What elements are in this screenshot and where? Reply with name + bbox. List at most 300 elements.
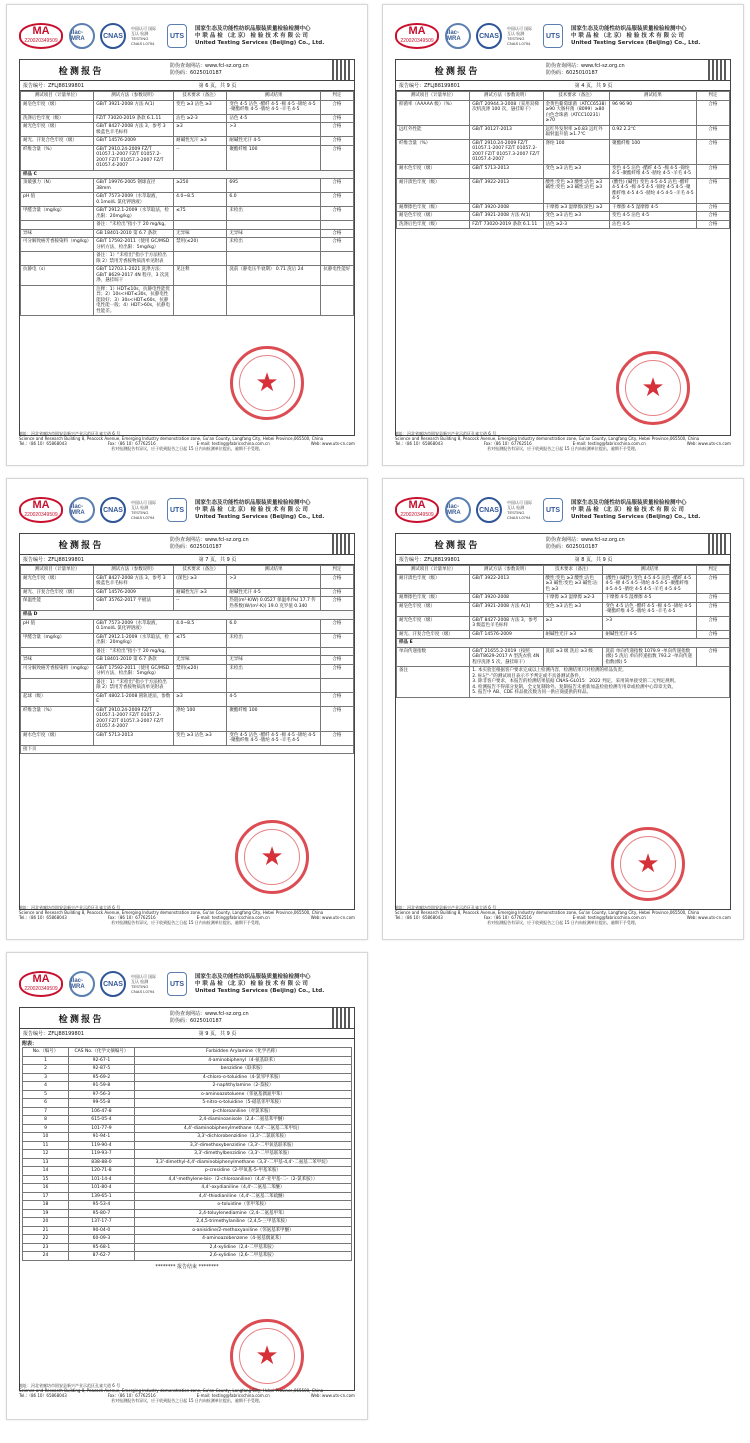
header-logos bbox=[395, 493, 731, 527]
table-cell: 耐碱性光汗 ≥3 bbox=[174, 137, 227, 146]
table-cell: GB/T 14576-2009 bbox=[470, 630, 543, 639]
table-cell: 0.92 2.2℃ bbox=[610, 125, 697, 139]
table-cell bbox=[174, 647, 227, 656]
table-row bbox=[23, 1158, 352, 1167]
table-cell: 耐光色牢度（级） bbox=[397, 616, 470, 630]
ma-logo: MA 220020349509 bbox=[19, 971, 63, 997]
table-cell: 合格 bbox=[320, 100, 353, 114]
table-cell: 838-88-0 bbox=[69, 1158, 135, 1167]
table-cell: GB/T 5713-2013 bbox=[470, 164, 543, 178]
table-cell bbox=[21, 252, 94, 266]
table-cell: 合格 bbox=[320, 207, 353, 221]
table-cell: (酸性) (碱性) 变色 4-5 4-5 沾色 -醋纤 4-5 4-5 -棉 4-5 4-5 -锦纶 4-5 4-5 -聚酯纤维 4-5 4-5 -腈纶 4-5 4-5 -羊毛 4-5 4-5 bbox=[610, 178, 697, 203]
table-cell: 沾色 4-5 bbox=[227, 114, 320, 123]
table-cell: 合格 bbox=[320, 123, 353, 137]
table-row bbox=[21, 221, 354, 230]
table-cell: 合格 bbox=[696, 616, 729, 630]
table-cell: GB/T 2910.24-2009 FZ/T 01057.1-2007 FZ/T 01057.2-2007 FZ/T 01057.3-2007 FZ/T 01057.4-2007 bbox=[94, 145, 174, 170]
uts-logo: UTS bbox=[543, 24, 563, 48]
table-cell: GB/T 4802.1-2008 圆轨迹法，参数 E bbox=[94, 692, 174, 706]
report-title: 检 测 报 告 bbox=[58, 65, 102, 76]
table-cell: GB/T 8427-2008 方法 3，参考 3 级蓝色羊毛标样 bbox=[94, 123, 174, 137]
table-cell bbox=[21, 647, 94, 656]
table-header-row: 测试项目（计量单位） 测试方法（参数说明） 技术要求（备注） 测试结果 判定 bbox=[397, 92, 730, 101]
star-icon: ★ bbox=[255, 368, 279, 398]
table-cell bbox=[227, 221, 320, 230]
table-cell: ≥3 bbox=[174, 123, 227, 137]
table-cell: 4-5 bbox=[227, 692, 320, 706]
table-cell: 变色 4-5 沾色 4-5 bbox=[610, 212, 697, 221]
table-cell: 沾色 ≥2-3 bbox=[174, 114, 227, 123]
sample-section: 样品 E bbox=[397, 639, 730, 648]
table-cell: 纤维含量（%） bbox=[397, 139, 470, 164]
official-seal bbox=[235, 820, 309, 894]
table-cell: 甲醛含量（mg/kg） bbox=[21, 633, 94, 647]
table-row bbox=[21, 597, 354, 611]
org-name: 国家生态及功能性纺织品服装质量检验检测中心 中 联 品 检 （北 京） 检 验 技 术 有 限 公 司 United Testing Services (Beijing) Co., Ltd. bbox=[195, 25, 325, 46]
table-cell: ≥3 bbox=[543, 616, 603, 630]
table-cell: 耐碱性光汗 ≥3 bbox=[174, 588, 227, 597]
table-cell: GB/T 14576-2009 bbox=[94, 137, 174, 146]
table-cell: 18 bbox=[23, 1201, 69, 1210]
table-cell: 合格 bbox=[320, 238, 353, 252]
report-page-8: MA 220020349509 ilac-MRA CNAS 中国认可 国际互认 检测 TESTING CNAS L0794 UTS 国家生态及功能性纺织品服装质量检验检测中心 中 联 品 检 （北 京） 检 验 技 术 有 限 公 司 United Testing Services (Beijing) Co., Ltd. 检 测 报 告 防伪查询网站：www.fcl-sz.org.cn 防伪码：6025010187 报告编号：ZFLJ88199801 第 8 页，共 9 页 测试项目（计量单位） 测试方法（参数说明） 技术要求（备注） 测试结果 判定 耐汗渍色牢度（级） GB/T 3922-2013 酸性:变色 ≥3 酸性:沾色 ≥3 碱性:变色 ≥3 碱性:沾色 ≥3 (酸性) (碱性) 变色 4-5 4-5 沾色 -醋纤 4-5 4-5 -棉 4-5 4-5 -锦纶 4-5 4-5 -聚酯纤维 4-5 4-5 -腈纶 4-5 4-5 -羊毛 4-5 4-5 合格 耐摩擦色牢度（级） GB/T 3920-2008 干摩擦 ≥3 湿摩擦 ≥2-3 干摩擦 4-5 湿摩擦 4-5 合格 耐皂色牢度（级） GB/T 3921-2008 方法 A(1) 变色 ≥3 沾色 ≥3 变色 4-5 沾色 -醋纤 4-5 -棉 4-5 -锦纶 4-5 -聚酯纤维 4-5 -腈纶 4-5 -羊毛 4-5 合格 耐光色牢度（级） GB/T 8427-2008 方法 3，参考 3 级蓝色羊毛标样 ≥3 >3 合格 耐光、汗复合色牢度（级） GB/T 14576-2009 耐碱性光汗 ≥3 耐碱性光汗 4-5 合格 样品 E 单向传递指数 GB/T 21655.2-2019（按照 GB/T8629-2017 A 型洗衣机 4N 程序洗涤 5 次，悬挂晾干） 洗前 ≥3 级 洗后 ≥3 级 洗前 单向传递指数 1079.9 -单向传递指数(级) 5 洗后 单向传递指数 793.2 -单向传递指数(级) 5 合格 备注 1. 本实验室根据客户要求完成以上检测内容，检测结果只对检测的样品负责。 2. 标记“-”的测试项目表示不予判定或不具备测试条件。 3. 除非客户要求，本报告的检测结果依据 CNAS-GL015：2022 判定，采用简单接受的二元判定规则。 4. 检测报告不得部分复制，全文复制除外。复制报告未重新加盖检验检测专用章或检测中心印章无效。 5. 报告中 AB、CDE 样品批次数为同一供应商提供的样品。 ★ 地址：河北省廊坊市固安县新兴产业示范区孔雀大道 6 号 Science and Research Building 8, Peacock Avenue, Emerging Industry demonstration zone, Gu'an County, Langfang City, Hebei Province,065500, China Tel.:（86 10）65868043 Fax:（86 10）67762516 E-mail: testing@fabricschina.com.cn Web: www.uts-cn.com 若对检测报告有异议，应于收到报告之日起 15 日内向检测单位提出，逾期不予受理。 bbox=[382, 478, 744, 940]
table-cell: 未检出 bbox=[227, 238, 320, 252]
results-table bbox=[396, 91, 730, 229]
table-row bbox=[397, 630, 730, 639]
table-row bbox=[397, 203, 730, 212]
table-row bbox=[397, 574, 730, 594]
table-cell: 2,4-xylidine（2,4-二甲基苯胺） bbox=[134, 1243, 351, 1252]
report-title: 检 测 报 告 bbox=[58, 539, 102, 550]
table-cell bbox=[21, 221, 94, 230]
ma-logo: MA 220020349509 bbox=[19, 23, 63, 49]
results-table-box bbox=[395, 91, 731, 436]
table-cell: 16 bbox=[23, 1184, 69, 1193]
table-cell: 139-65-1 bbox=[69, 1192, 135, 1201]
table-cell: 合格 bbox=[696, 178, 729, 203]
table-cell: 2,6-xylidine（2,6-二甲基苯胺） bbox=[134, 1252, 351, 1261]
table-cell: 耐汗渍色牢度（级） bbox=[397, 178, 470, 203]
table-cell: 耐皂色牢度（级） bbox=[397, 212, 470, 221]
table-cell: 合格 bbox=[696, 574, 729, 594]
table-cell: 合格 bbox=[696, 594, 729, 603]
table-row bbox=[21, 207, 354, 221]
table-cell: pH 值 bbox=[21, 619, 94, 633]
sample-section: 样品 C bbox=[21, 170, 354, 179]
table-cell bbox=[320, 647, 353, 656]
table-cell: GB/T 12703.1-2021 洗涤方法：GB/T 8629-2017 4N 程序，3 次洗涤，悬挂晾干 bbox=[94, 266, 174, 286]
table-cell: 沾色 4-5 bbox=[610, 220, 697, 229]
table-cell: ≤75 bbox=[174, 633, 227, 647]
star-icon: ★ bbox=[636, 849, 660, 879]
table-row bbox=[21, 114, 354, 123]
table-cell: 热阻(m²·K/W) 0.0527 保温率(%) 17.7 传热系数(W/(m²·K)) 19.0 克罗值 0.340 bbox=[227, 597, 320, 611]
page-footer: 地址：河北省廊坊市固安县新兴产业示范区孔雀大道 6 号 Science and Research Building 8, Peacock Avenue, Emerging Industry demonstration zone, Gu'an County, Langfang City, Hebei Province,065500, China Tel.:（86 10）65868043 Fax:（86 10）67762516 E-mail: testing@fabricschina.com.cn Web: www.uts-cn.com 若对检测报告有异议，应于收到报告之日起 15 日内向检测单位提出，逾期不予受理。 bbox=[19, 431, 355, 451]
table-cell: -- bbox=[174, 597, 227, 611]
table-header-row bbox=[21, 92, 354, 101]
col-header: 测试结果 bbox=[227, 92, 320, 101]
table-row bbox=[21, 678, 354, 692]
anti-fake-site: 防伪查询网站：www.fcl-sz.org.cn bbox=[170, 63, 249, 69]
table-cell: 2-naphthylamine（2-萘胺） bbox=[134, 1082, 351, 1091]
table-cell: 20 bbox=[23, 1218, 69, 1227]
table-cell: 耐摩擦色牢度（级） bbox=[397, 594, 470, 603]
page-footer: 地址：河北省廊坊市固安县新兴产业示范区孔雀大道 6 号 Science and Research Building 8, Peacock Avenue, Emerging Industry demonstration zone, Gu'an County, Langfang City, Hebei Province,065500, China Tel.:（86 10）65868043 Fax:（86 10）67762516 E-mail: testing@fabricschina.com.cn Web: www.uts-cn.com 若对检测报告有异议，应于收到报告之日起 15 日内向检测单位提出，逾期不予受理。 bbox=[395, 905, 731, 925]
table-cell: 92-67-1 bbox=[69, 1056, 135, 1065]
table-header-row: 测试项目（计量单位） 测试方法（参数说明） 技术要求（备注） 测试结果 判定 bbox=[21, 566, 354, 575]
table-cell: 未检出 bbox=[227, 633, 320, 647]
ilac-logo: ilac-MRA bbox=[69, 971, 95, 997]
table-cell: 备注：1）“未检出”指小于方法检出限 2）禁用芳香胺物质清单见附表 bbox=[94, 252, 174, 266]
table-cell: 顶破强力（N） bbox=[21, 179, 94, 193]
table-cell: 未检出 bbox=[227, 207, 320, 221]
table-cell: 洗涤后色牢度（级） bbox=[397, 220, 470, 229]
table-cell bbox=[174, 221, 227, 230]
table-row bbox=[21, 664, 354, 678]
cnas-logo: CNAS bbox=[476, 23, 502, 49]
table-cell: 2 bbox=[23, 1065, 69, 1074]
table-row bbox=[23, 1175, 352, 1184]
table-cell: FZ/T 73020-2019 条款 6.1.11 bbox=[470, 220, 543, 229]
table-row bbox=[23, 1150, 352, 1159]
table-cell: GB/T 2910.24-2009 FZ/T 01057.1-2007 FZ/T 01057.2-2007 FZ/T 01057.3-2007 FZ/T 01057.4-2007 bbox=[470, 139, 543, 164]
table-cell: 异味 bbox=[21, 229, 94, 238]
table-cell: 耐光、汗复合色牢度（级） bbox=[21, 588, 94, 597]
table-row bbox=[397, 125, 730, 139]
table-cell: 沾色 ≥2-3 bbox=[543, 220, 610, 229]
table-row bbox=[23, 1235, 352, 1244]
table-cell: 合格 bbox=[320, 137, 353, 146]
cnas-logo: CNAS bbox=[100, 971, 126, 997]
table-cell: 纤维含量（%） bbox=[21, 145, 94, 170]
table-cell: 8 bbox=[23, 1116, 69, 1125]
anti-fake-code: 防伪码：6025010187 bbox=[170, 70, 222, 76]
table-cell: 95-69-2 bbox=[69, 1073, 135, 1082]
table-cell: 注释：1）HDT≤10s，抗静电性能优异；2）10s<HDT≤30s，抗静电性能较好；3）30s<HDT≤60s，抗静电性能一般；4）HDT>60s，抗静电性能差。 bbox=[94, 285, 174, 316]
table-cell: 10 bbox=[23, 1133, 69, 1142]
table-cell: 7 bbox=[23, 1107, 69, 1116]
table-row bbox=[23, 1073, 352, 1082]
table-cell: 4.0~8.5 bbox=[174, 193, 227, 207]
table-cell: 合格 bbox=[696, 212, 729, 221]
table-row bbox=[23, 1192, 352, 1201]
table-cell: 酸性:变色 ≥3 酸性:沾色 ≥3 碱性:变色 ≥3 碱性:沾色 ≥3 bbox=[543, 178, 610, 203]
table-cell: 4-aminoazobenzene（4-氨基偶氮苯） bbox=[134, 1235, 351, 1244]
table-cell: 6.0 bbox=[227, 193, 320, 207]
table-cell: ≥3 bbox=[174, 692, 227, 706]
ilac-logo: ilac-MRA bbox=[445, 23, 471, 49]
table-cell: 合格 bbox=[696, 125, 729, 139]
cnas-caption: 中国认可 国际互认 检测 TESTING CNAS L0794 bbox=[131, 500, 157, 520]
table-row bbox=[21, 692, 354, 706]
table-cell: GB/T 5713-2013 bbox=[94, 731, 174, 745]
uts-logo: UTS bbox=[167, 498, 187, 522]
table-cell bbox=[174, 678, 227, 692]
table-row bbox=[21, 179, 354, 193]
table-cell: 2,4-diaminoanisole（2,4-二氨基苯甲醚） bbox=[134, 1116, 351, 1125]
table-cell: 60-09-3 bbox=[69, 1235, 135, 1244]
table-cell: GB/T 20944.3-2008（采用双梯次机洗涤 100 次，悬挂晾干） bbox=[470, 100, 543, 125]
arylamine-table bbox=[22, 1047, 352, 1261]
header-logos bbox=[19, 493, 355, 527]
table-row bbox=[23, 1099, 352, 1108]
table-cell: 99-55-8 bbox=[69, 1099, 135, 1108]
org-name: 国家生态及功能性纺织品服装质量检验检测中心 中 联 品 检 （北 京） 检 验 技 术 有 限 公 司 United Testing Services (Beijing) Co., Ltd. bbox=[571, 499, 701, 520]
table-cell: >3 bbox=[227, 574, 320, 588]
table-cell: 合格 bbox=[696, 602, 729, 616]
table-cell: GB/T 19976-2005 钢球直径 38mm bbox=[94, 179, 174, 193]
table-cell: 抗静电（s） bbox=[21, 266, 94, 286]
table-cell: GB/T 3921-2008 方法 A(1) bbox=[94, 100, 174, 114]
table-row bbox=[23, 1209, 352, 1218]
remark-item: 4. 检测报告不得部分复制，全文复制除外。复制报告未重新加盖检验检测专用章或检测中心印章无效。 bbox=[472, 684, 676, 690]
uts-logo: UTS bbox=[167, 24, 187, 48]
report-titlebar bbox=[19, 59, 355, 81]
table-cell: 耐水色牢度（级） bbox=[21, 731, 94, 745]
table-cell: o-toluidine（邻甲苯胺） bbox=[134, 1201, 351, 1210]
table-cell: 91-59-8 bbox=[69, 1082, 135, 1091]
table-cell: 4-chloro-o-toluidine（4-氯邻甲苯胺） bbox=[134, 1073, 351, 1082]
table-row bbox=[23, 1133, 352, 1142]
table-cell: 5 bbox=[23, 1090, 69, 1099]
table-cell: 干摩擦 4-5 湿摩擦 4-5 bbox=[610, 203, 697, 212]
report-titlebar: 检 测 报 告 防伪查询网站：www.fcl-sz.org.cn 防伪码：6025010187 bbox=[19, 1007, 355, 1029]
table-cell: 4,4'-thiodianiline（4,4'-二氨基二苯硫醚） bbox=[134, 1192, 351, 1201]
report-title: 检 测 报 告 bbox=[434, 65, 478, 76]
page-label: 第 6 页，共 9 页 bbox=[198, 83, 237, 89]
report-end: ******** 报告结束 ******** bbox=[155, 1263, 219, 1270]
star-icon: ★ bbox=[260, 842, 284, 872]
org-name: 国家生态及功能性纺织品服装质量检验检测中心 中 联 品 检 （北 京） 检 验 技 术 有 限 公 司 United Testing Services (Beijing) Co., Ltd. bbox=[195, 973, 325, 994]
table-cell: 耐碱性光汗 4-5 bbox=[603, 630, 696, 639]
table-cell: GB 18401-2010 第 6.7 条款 bbox=[94, 656, 174, 665]
table-cell: 耐汗渍色牢度（级） bbox=[397, 574, 470, 594]
table-cell bbox=[320, 678, 353, 692]
cnas-logo: CNAS bbox=[476, 497, 502, 523]
table-cell: 合格 bbox=[696, 647, 729, 667]
table-cell: 1 bbox=[23, 1056, 69, 1065]
table-cell: -- bbox=[174, 145, 227, 170]
table-cell: 变色 4-5 沾色 -醋纤 4-5 -棉 4-5 -锦纶 4-5 -聚酯纤维 4-5 -腈纶 4-5 -羊毛 4-5 bbox=[610, 164, 697, 178]
remark-item: 3. 除非客户要求，本报告的检测结果依据 CNAS-GL015：2022 判定，采用简单接受的二元判定规则。 bbox=[472, 679, 679, 684]
table-cell: 变色 ≥3 沾色 ≥3 bbox=[174, 100, 227, 114]
table-row bbox=[23, 1243, 352, 1252]
table-cell: 3,3'-dichlorobenzidine（3,3'-二氯联苯胺） bbox=[134, 1133, 351, 1142]
table-cell: 4,4'-oxydianiline（4,4'-二氨基二苯醚） bbox=[134, 1184, 351, 1193]
table-cell: 695 bbox=[227, 179, 320, 193]
table-cell: 洗前（静电压半衰期） 0.71 洗后 24 bbox=[227, 266, 320, 286]
report-page-9: MA 220020349509 ilac-MRA CNAS 中国认可 国际互认 检测 TESTING CNAS L0794 UTS 国家生态及功能性纺织品服装质量检验检测中心 中 联 品 检 （北 京） 检 验 技 术 有 限 公 司 United Testing Services (Beijing) Co., Ltd. 检 测 报 告 防伪查询网站：www.fcl-sz.org.cn 防伪码：6025010187 报告编号：ZFLJ88199801 第 9 页，共 9 页 附表： No.（编号） CAS No.（化学文摘编号） Forbidden Arylamine（化学名称） 1 92-67-1 4-aminobiphenyl（4-氨基联苯） 2 92-87-5 benzidine（联苯胺） 3 95-69-2 4-chloro-o-toluidine（4-氯邻甲苯胺） 4 91-59-8 2-naphthylamine（2-萘胺） 5 97-56-3 o-aminoazotoluene（邻氨基偶氮甲苯） 6 99-55-8 5-nitro-o-toluidine（5-硝基邻甲苯胺） 7 106-47-8 p-chloroaniline（对氯苯胺） 8 615-05-4 2,4-diaminoanisole（2,4-二氨基苯甲醚） 9 101-77-9 4,4'-diaminobiphenylmethane（4,4'-二氨基二苯甲烷） 10 91-94-1 3,3'-dichlorobenzidine（3,3'-二氯联苯胺） 11 119-90-4 3,3'-dimethoxybenzidine（3,3'-二甲氧基联苯胺） 12 119-93-7 3,3'-dimethylbenzidine（3,3'-二甲基联苯胺） 13 838-88-0 3,3'-dimethyl-4,4'-diaminobiphenylmethane（3,3'-二甲基-4,4'-二氨基二苯甲烷） 14 120-71-8 p-cresidine（2-甲氧基-5-甲基苯胺） 15 101-14-4 4,4'-methylene-bis-（2-chloroaniline）（4,4'-亚甲基-二-（2-氯苯胺）） 16 101-80-4 4,4'-oxydianiline（4,4'-二氨基二苯醚） 17 139-65-1 4,4'-thiodianiline（4,4'-二氨基二苯硫醚） 18 95-53-4 o-toluidine（邻甲苯胺） 19 95-80-7 2,4-toluylenediamine（2,4-二氨基甲苯） 20 137-17-7 2,4,5-trimethylaniline（2,4,5-三甲基苯胺） 21 90-04-0 o-anisidine/2-methoxyaniline（邻氨基苯甲醚） 22 60-09-3 4-aminoazobenzene（4-氨基偶氮苯） 23 95-68-1 2,4-xylidine（2,4-二甲基苯胺） 24 87-62-7 2,6-xylidine（2,6-二甲基苯胺） ******** 报告结束 ******** ★ 地址：河北省廊坊市固安县新兴产业示范区孔雀大道 6 号 Science and Research Building 8, Peacock Avenue, Emerging Industry demonstration zone, Gu'an County, Langfang City, Hebei Province,065500, China Tel.:（86 10）65868043 Fax:（86 10）67762516 E-mail: testing@fabricschina.com.cn Web: www.uts-cn.com 若对检测报告有异议，应于收到报告之日起 15 日内向检测单位提出，逾期不予受理。 bbox=[6, 952, 368, 1420]
table-cell: FZ/T 73020-2019 条款 6.1.11 bbox=[94, 114, 174, 123]
table-cell: 变色 ≥3 沾色 ≥3 bbox=[543, 212, 610, 221]
table-cell: 合格 bbox=[696, 139, 729, 164]
table-row bbox=[23, 1107, 352, 1116]
table-cell: 合格 bbox=[320, 597, 353, 611]
table-cell: 耐光色牢度（级） bbox=[21, 123, 94, 137]
table-cell: >3 bbox=[227, 123, 320, 137]
qr-code-icon bbox=[332, 60, 352, 80]
table-cell: 耐摩擦色牢度（级） bbox=[397, 203, 470, 212]
table-row bbox=[23, 1226, 352, 1235]
table-cell: GB/T 3920-2008 bbox=[470, 594, 543, 603]
table-cell: GB/T 7573-2009（水萃取液，0.1mol/L 氯化钾溶液） bbox=[94, 193, 174, 207]
table-cell: GB/T 2910.24-2009 FZ/T 01057.1-2007 FZ/T 01057.2-2007 FZ/T 01057.3-2007 FZ/T 01057.4-2007 bbox=[94, 706, 174, 731]
table-cell bbox=[21, 285, 94, 316]
results-table-box bbox=[19, 565, 355, 910]
table-cell: 合格 bbox=[320, 633, 353, 647]
appendix-title: 附表： bbox=[22, 1041, 38, 1047]
table-cell bbox=[320, 252, 353, 266]
table-cell: 单向传递指数 bbox=[397, 647, 470, 667]
table-cell: 涤纶 100 bbox=[174, 706, 227, 731]
table-cell: 干摩擦 4-5 湿摩擦 4-5 bbox=[603, 594, 696, 603]
table-cell: 21 bbox=[23, 1226, 69, 1235]
table-cell: 17 bbox=[23, 1192, 69, 1201]
ilac-logo: ilac-MRA bbox=[69, 497, 95, 523]
table-cell: GB/T 2912.1-2009（水萃取法，检出限：20mg/kg） bbox=[94, 633, 174, 647]
table-cell: 起球（级） bbox=[21, 692, 94, 706]
table-cell: 远红外性能 bbox=[397, 125, 470, 139]
table-cell: 甲醛含量（mg/kg） bbox=[21, 207, 94, 221]
official-seal bbox=[230, 1319, 304, 1391]
page-label: 第 8 页，共 9 页 bbox=[574, 557, 613, 563]
table-row bbox=[21, 229, 354, 238]
table-cell: 101-77-9 bbox=[69, 1124, 135, 1133]
table-cell: benzidine（联苯胺） bbox=[134, 1065, 351, 1074]
table-cell: GB/T 3922-2013 bbox=[470, 574, 543, 594]
table-row bbox=[397, 164, 730, 178]
table-cell: 备注：1）“未检出”指小于方法检出限 2）禁用芳香胺物质清单见附表 bbox=[94, 678, 174, 692]
table-cell: 97-56-3 bbox=[69, 1090, 135, 1099]
table-row bbox=[21, 656, 354, 665]
table-cell: GB/T 14576-2009 bbox=[94, 588, 174, 597]
table-row bbox=[23, 1124, 352, 1133]
table-cell: 11 bbox=[23, 1141, 69, 1150]
table-cell: 抑菌率（AAAAA 级）（%） bbox=[397, 100, 470, 125]
table-cell: 无异味 bbox=[227, 656, 320, 665]
table-cell: 24 bbox=[23, 1252, 69, 1261]
table-cell: 4 bbox=[23, 1082, 69, 1091]
table-cell: 15 bbox=[23, 1175, 69, 1184]
uts-logo: UTS bbox=[167, 972, 187, 996]
table-cell: p-cresidine（2-甲氧基-5-甲基苯胺） bbox=[134, 1167, 351, 1176]
table-cell bbox=[227, 285, 320, 316]
table-cell: 耐光、汗复合色牢度（级） bbox=[397, 630, 470, 639]
table-cell bbox=[320, 221, 353, 230]
table-cell: 3,3'-dimethoxybenzidine（3,3'-二甲氧基联苯胺） bbox=[134, 1141, 351, 1150]
col-header: 测试方法（参数说明） bbox=[94, 92, 174, 101]
table-row bbox=[21, 252, 354, 266]
results-table bbox=[20, 565, 354, 754]
table-cell: 纤维含量（%） bbox=[21, 706, 94, 731]
ilac-logo: ilac-MRA bbox=[69, 23, 95, 49]
sample-section: 样品 D bbox=[21, 611, 354, 620]
table-row bbox=[21, 706, 354, 731]
table-cell: 禁用(≤20) bbox=[174, 238, 227, 252]
table-row bbox=[23, 1056, 352, 1065]
table-cell: GB/T 8427-2008 方法 3，参考 3 级蓝色羊毛标样 bbox=[94, 574, 174, 588]
table-cell: 101-14-4 bbox=[69, 1175, 135, 1184]
table-cell: 95-53-4 bbox=[69, 1201, 135, 1210]
table-row bbox=[397, 616, 730, 630]
table-cell: o-anisidine/2-methoxyaniline（邻氨基苯甲醚） bbox=[134, 1226, 351, 1235]
table-cell: 119-90-4 bbox=[69, 1141, 135, 1150]
table-cell: 3,3'-dimethyl-4,4'-diaminobiphenylmethane（3,3'-二甲基-4,4'-二氨基二苯甲烷） bbox=[134, 1158, 351, 1167]
table-row bbox=[23, 1116, 352, 1125]
table-header-row: No.（编号） CAS No.（化学文摘编号） Forbidden Arylamine（化学名称） bbox=[23, 1048, 352, 1057]
official-seal bbox=[616, 351, 690, 425]
table-cell: 合格 bbox=[696, 630, 729, 639]
table-cell bbox=[174, 285, 227, 316]
table-cell: GB/T 17592-2011（使用 GC/MSD 分析方法，检出限：5mg/kg） bbox=[94, 238, 174, 252]
table-row bbox=[21, 285, 354, 316]
table-cell: 87-62-7 bbox=[69, 1252, 135, 1261]
table-cell bbox=[227, 678, 320, 692]
cnas-caption: 中国认可 国际互认 检测 TESTING CNAS L0794 bbox=[131, 26, 157, 46]
table-cell: 合格 bbox=[696, 203, 729, 212]
table-cell: 4.0~8.5 bbox=[174, 619, 227, 633]
table-cell: 耐碱性光汗 4-5 bbox=[227, 588, 320, 597]
table-cell: 变色 ≥3 沾色 ≥3 bbox=[543, 602, 603, 616]
report-page-6 bbox=[6, 4, 368, 466]
qr-code-icon bbox=[332, 1008, 352, 1028]
table-cell: >3 bbox=[603, 616, 696, 630]
table-cell: pH 值 bbox=[21, 193, 94, 207]
star-icon: ★ bbox=[641, 373, 665, 403]
remarks-list bbox=[470, 667, 730, 698]
table-row bbox=[397, 220, 730, 229]
table-cell: 4-aminobiphenyl（4-氨基联苯） bbox=[134, 1056, 351, 1065]
table-cell: 4,4'-diaminobiphenylmethane（4,4'-二氨基二苯甲烷） bbox=[134, 1124, 351, 1133]
table-cell: 90-04-0 bbox=[69, 1226, 135, 1235]
ma-logo: MA 220020349509 bbox=[395, 23, 439, 49]
continued-note: 接下页 bbox=[21, 745, 354, 754]
table-cell: 101-80-4 bbox=[69, 1184, 135, 1193]
table-row bbox=[23, 1201, 352, 1210]
cnas-caption: 中国认可 国际互认 检测 TESTING CNAS L0794 bbox=[131, 974, 157, 994]
table-cell: GB/T 30127-2013 bbox=[470, 125, 543, 139]
table-cell: 6 bbox=[23, 1099, 69, 1108]
table-cell: 615-05-4 bbox=[69, 1116, 135, 1125]
table-cell bbox=[174, 252, 227, 266]
table-cell: 137-17-7 bbox=[69, 1218, 135, 1227]
table-row bbox=[21, 574, 354, 588]
table-cell: GB/T 17592-2011（使用 GC/MSD 分析方法，检出限：5mg/kg） bbox=[94, 664, 174, 678]
page-label: 第 9 页，共 9 页 bbox=[198, 1031, 237, 1037]
ma-logo: MA 220020349509 bbox=[19, 497, 63, 523]
table-cell: 可分解致癌芳香胺染料（mg/kg） bbox=[21, 664, 94, 678]
table-cell: 备注：“未检出”指小于 20 mg/kg。 bbox=[94, 221, 174, 230]
table-row bbox=[21, 266, 354, 286]
table-cell: 96 96 90 bbox=[610, 100, 697, 125]
page-footer: 地址：河北省廊坊市固安县新兴产业示范区孔雀大道 6 号 Science and Research Building 8, Peacock Avenue, Emerging Industry demonstration zone, Gu'an County, Langfang City, Hebei Province,065500, China Tel.:（86 10）65868043 Fax:（86 10）67762516 E-mail: testing@fabricschina.com.cn Web: www.uts-cn.com 若对检测报告有异议，应于收到报告之日起 15 日内向检测单位提出，逾期不予受理。 bbox=[395, 431, 731, 451]
table-cell: 119-93-7 bbox=[69, 1150, 135, 1159]
org-name: 国家生态及功能性纺织品服装质量检验检测中心 中 联 品 检 （北 京） 检 验 技 术 有 限 公 司 United Testing Services (Beijing) Co., Ltd. bbox=[195, 499, 325, 520]
table-cell: 4,4'-methylene-bis-（2-chloroaniline）（4,4'-亚甲基-二-（2-氯苯胺）） bbox=[134, 1175, 351, 1184]
col-header: 测试项目（计量单位） bbox=[21, 92, 94, 101]
table-cell: 未检出 bbox=[227, 664, 320, 678]
cnas-caption: 中国认可 国际互认 检测 TESTING CNAS L0794 bbox=[507, 500, 533, 520]
table-row bbox=[23, 1252, 352, 1261]
table-row bbox=[21, 633, 354, 647]
table-cell: 涤纶 100 bbox=[543, 139, 610, 164]
table-cell bbox=[21, 678, 94, 692]
report-titlebar: 检 测 报 告 防伪查询网站：www.fcl-sz.org.cn 防伪码：6025010187 bbox=[19, 533, 355, 555]
table-row bbox=[23, 1218, 352, 1227]
table-row bbox=[397, 602, 730, 616]
results-table-box bbox=[19, 91, 355, 436]
